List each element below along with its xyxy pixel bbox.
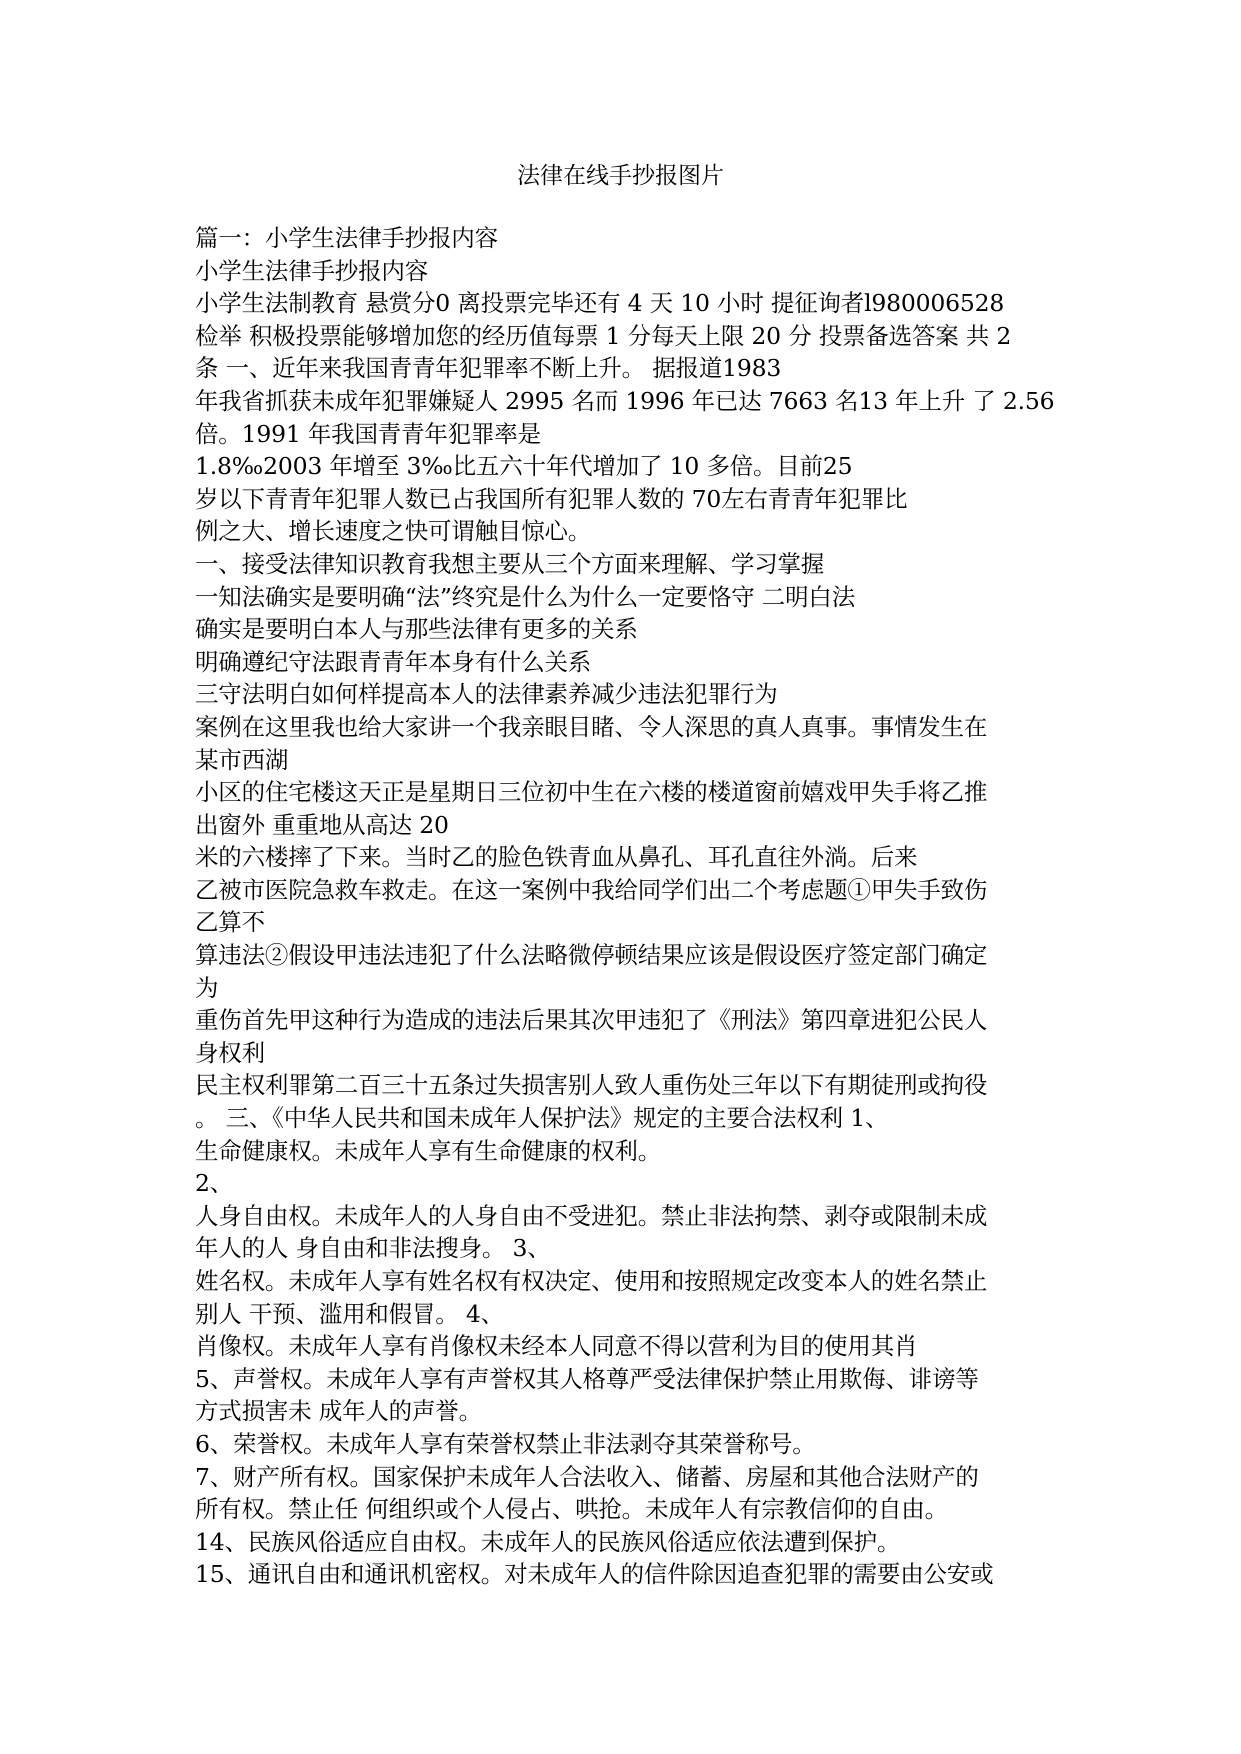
text-line: 米的六楼摔了下来。当时乙的脸色铁青血从鼻孔、耳孔直往外淌。后来 — [195, 843, 918, 872]
text-line: 1.8‰2003 年增至 3‰比五六十年代增加了 10 多倍。目前25 — [195, 452, 853, 481]
document-body — [195, 222, 1055, 1591]
text-line: 5、声誉权。未成年人享有声誉权其人格尊严受法律保护禁止用欺侮、诽谤等 — [195, 1364, 979, 1393]
text-line: 乙算不 — [195, 908, 265, 937]
text-line: 倍。1991 年我国青青年犯罪率是 — [195, 419, 541, 448]
text-line: 。 三、《中华人民共和国未成年人保护法》规定的主要合法权利 1、 — [195, 1104, 889, 1133]
text-line: 确实是要明白本人与那些法律有更多的关系 — [195, 615, 638, 644]
text-line: 小学生法制教育 悬赏分0 离投票完毕还有 4 天 10 小时 提征询者l980006528 — [195, 289, 1005, 318]
text-line: 所有权。禁止任 何组织或个人侵占、哄抢。未成年人有宗教信仰的自由。 — [195, 1495, 948, 1524]
text-line: 检举 积极投票能够增加您的经历值每票 1 分每天上限 20 分 投票备选答案 共 2 — [195, 321, 1012, 350]
text-line: 别人 干预、滥用和假冒。 4、 — [195, 1299, 504, 1328]
document-title: 法律在线手抄报图片 — [517, 163, 724, 189]
text-line: 案例在这里我也给大家讲一个我亲眼目睹、令人深思的真人真事。事情发生在 — [195, 712, 988, 741]
text-line: 2、 — [195, 1169, 234, 1198]
text-line: 一知法确实是要明确“法”终究是什么为什么一定要恪守 二明白法 — [195, 582, 855, 611]
text-line: 重伤首先甲这种行为造成的违法后果其次甲违犯了《刑法》第四章进犯公民人 — [195, 1006, 988, 1035]
text-line: 岁以下青青年犯罪人数已占我国所有犯罪人数的 70左右青青年犯罪比 — [195, 484, 908, 513]
text-line: 民主权利罪第二百三十五条过失损害别人致人重伤处三年以下有期徒刑或拘役 — [195, 1071, 988, 1100]
text-line: 算违法②假设甲违法违犯了什么法略微停顿结果应该是假设医疗签定部门确定 — [195, 941, 988, 970]
text-line: 明确遵纪守法跟青青年本身有什么关系 — [195, 647, 592, 676]
text-line: 为 — [195, 973, 219, 1002]
text-line: 方式损害未 成年人的声誉。 — [195, 1397, 482, 1426]
text-line: 6、荣誉权。未成年人享有荣誉权禁止非法剥夺其荣誉称号。 — [195, 1429, 816, 1458]
text-line: 15、通讯自由和通讯机密权。对未成年人的信件除因追查犯罪的需要由公安或 — [195, 1560, 994, 1589]
text-line: 出窗外 重重地从高达 20 — [195, 810, 449, 839]
text-line: 例之大、增长速度之快可谓触目惊心。 — [195, 517, 592, 546]
text-line: 某市西湖 — [195, 745, 289, 774]
text-line: 一、接受法律知识教育我想主要从三个方面来理解、学习掌握 — [195, 549, 825, 578]
text-line: 小学生法律手抄报内容 — [195, 256, 428, 285]
text-line: 乙被市医院急救车救走。在这一案例中我给同学们出二个考虑题①甲失手致伤 — [195, 875, 988, 904]
text-line: 小区的住宅楼这天正是星期日三位初中生在六楼的楼道窗前嬉戏甲失手将乙推 — [195, 778, 988, 807]
text-line: 生命健康权。未成年人享有生命健康的权利。 — [195, 1136, 661, 1165]
text-line: 7、财产所有权。国家保护未成年人合法收入、储蓄、房屋和其他合法财产的 — [195, 1462, 979, 1491]
text-line: 身权利 — [195, 1038, 265, 1067]
text-line: 年人的人 身自由和非法搜身。 3、 — [195, 1234, 551, 1263]
text-line: 姓名权。未成年人享有姓名权有权决定、使用和按照规定改变本人的姓名禁止 — [195, 1267, 988, 1295]
text-line: 三守法明白如何样提高本人的法律素养减少违法犯罪行为 — [195, 680, 778, 709]
text-line: 条 一、近年来我国青青年犯罪率不断上升。 据报道1983 — [195, 354, 782, 383]
text-line: 篇一：小学生法律手抄报内容 — [195, 224, 498, 252]
text-line: 肖像权。未成年人享有肖像权未经本人同意不得以营利为目的使用其肖 — [195, 1332, 918, 1361]
text-line: 人身自由权。未成年人的人身自由不受进犯。禁止非法拘禁、剥夺或限制未成 — [195, 1201, 988, 1230]
text-line: 14、民族风俗适应自由权。未成年人的民族风俗适应依法遭到保护。 — [195, 1527, 901, 1556]
text-line: 年我省抓获未成年犯罪嫌疑人 2995 名而 1996 年已达 7663 名13 年上升 了 2.56 — [195, 386, 1055, 415]
